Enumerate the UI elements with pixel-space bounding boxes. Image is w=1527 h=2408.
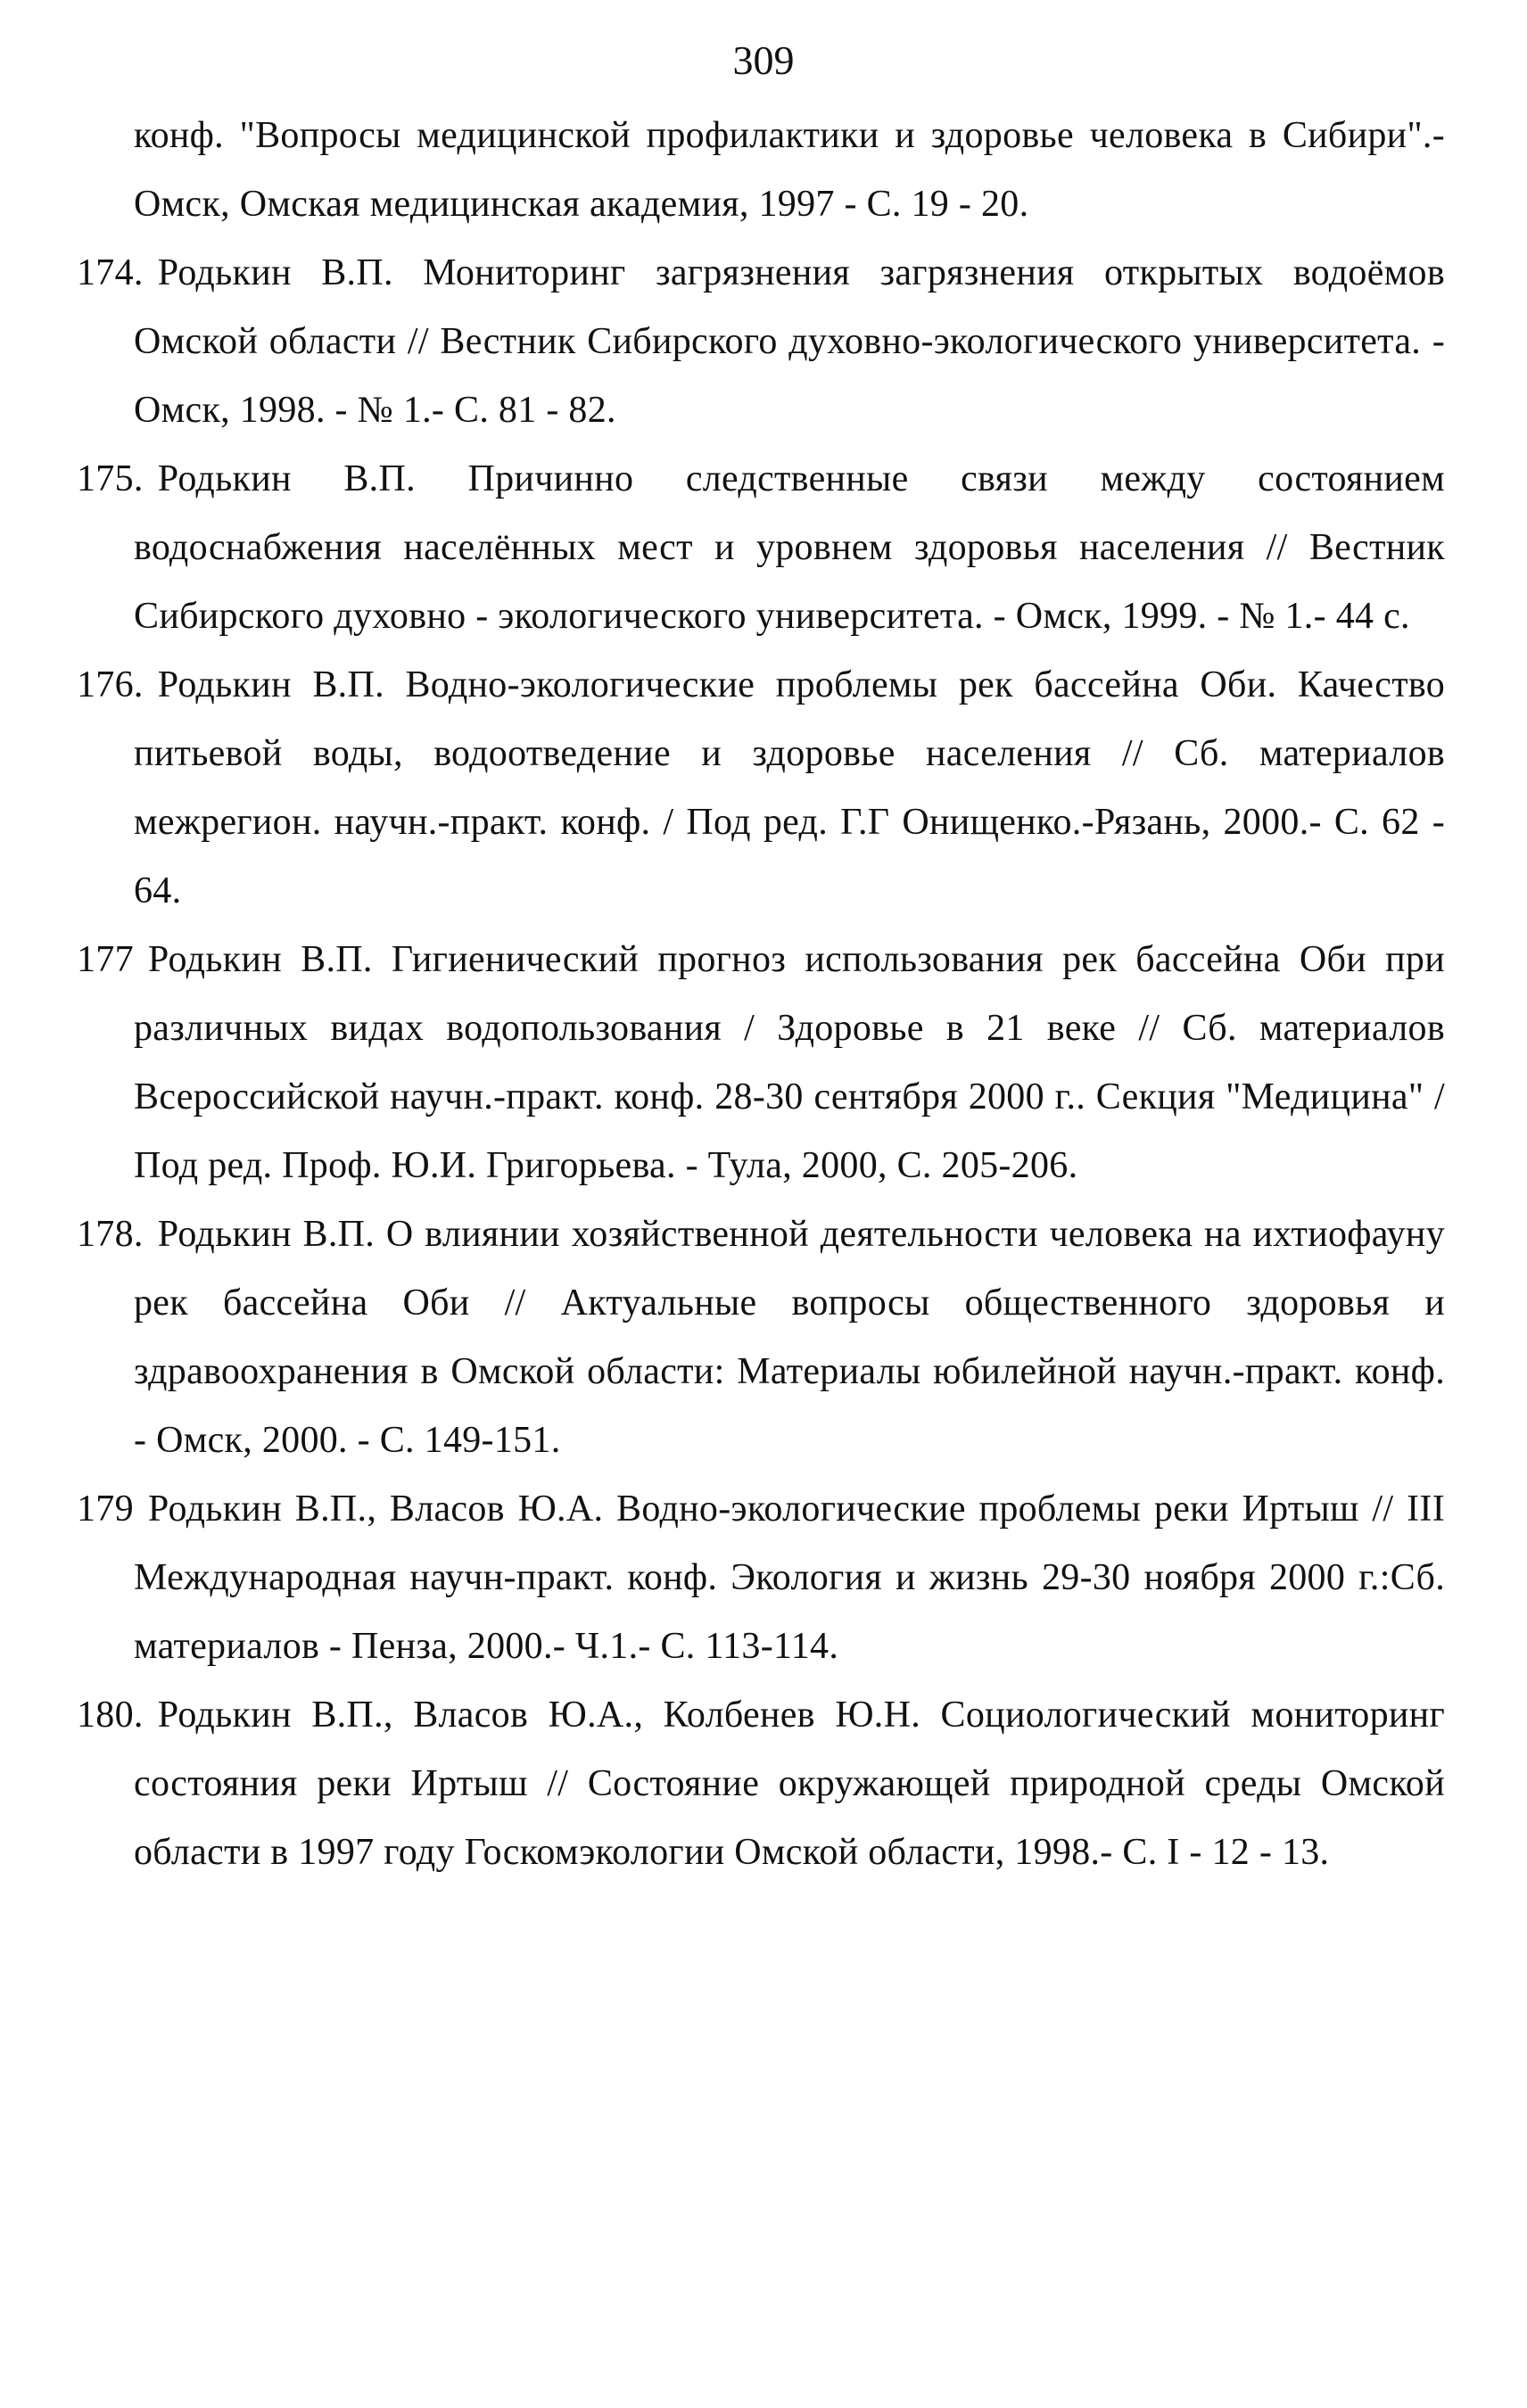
entry-text: Родькин В.П. Гигиенический прогноз использования рек бассейна Оби при различных видах водопользования / Здоровье в 21 веке // Сб. материалов Всероссийской научн.-практ. конф. 28-30 сентября 2000 г.. Секция "Медицина" / Под ред. Проф. Ю.И. Григорьева. - Тула, 2000, С. 205-206.	[134, 939, 1445, 1186]
bibliography-entry	[77, 445, 1445, 651]
bibliography-entry	[77, 1681, 1445, 1887]
entry-number: 177	[77, 939, 134, 980]
entry-number: 179	[77, 1489, 134, 1530]
entry-text: Родькин В.П. О влиянии хозяйственной деятельности человека на ихтиофауну рек бассейна Оби // Актуальные вопросы общественного здоровья и здравоохранения в Омской области: Материалы юбилейной научн.-практ. конф. - Омск, 2000. - С. 149-151.	[134, 1214, 1445, 1461]
bibliography-list	[77, 239, 1445, 1887]
entry-text: Родькин В.П., Власов Ю.А. Водно-экологические проблемы реки Иртыш // III Международная научн-практ. конф. Экология и жизнь 29-30 ноября 2000 г.:Сб. материалов - Пенза, 2000.- Ч.1.- С. 113-114.	[134, 1489, 1445, 1667]
entry-number: 174.	[77, 252, 144, 293]
continued-entry-text: конф. "Вопросы медицинской профилактики и здоровье человека в Сибири".- Омск, Омская медицинская академия, 1997 - С. 19 - 20.	[134, 115, 1445, 225]
bibliography-text	[77, 102, 1445, 1887]
entry-text: Родькин В.П., Власов Ю.А., Колбенев Ю.Н. Социологический мониторинг состояния реки Иртыш // Состояние окружающей природной среды Омской области в 1997 году Госкомэкологии Омской области, 1998.- С. I - 12 - 13.	[134, 1695, 1445, 1873]
page-number: 309	[732, 37, 795, 83]
bibliography-entry	[77, 1200, 1445, 1475]
bibliography-entry	[77, 651, 1445, 926]
entry-number: 175.	[77, 458, 144, 499]
entry-number: 180.	[77, 1695, 144, 1736]
entry-number: 176.	[77, 664, 144, 705]
entry-number: 178.	[77, 1214, 144, 1255]
bibliography-entry	[77, 239, 1445, 445]
entry-text: Родькин В.П. Водно-экологические проблемы рек бассейна Оби. Качество питьевой воды, водоотведение и здоровье населения // Сб. материалов межрегион. научн.-практ. конф. / Под ред. Г.Г Онищенко.-Рязань, 2000.- С. 62 - 64.	[134, 664, 1445, 911]
entry-text: Родькин В.П. Причинно следственные связи между состоянием водоснабжения населённых мест и уровнем здоровья населения // Вестник Сибирского духовно - экологического университета. - Омск, 1999. - № 1.- 44 с.	[134, 458, 1445, 637]
bibliography-entry	[77, 1475, 1445, 1681]
entry-text: Родькин В.П. Мониторинг загрязнения загрязнения открытых водоёмов Омской области // Вестник Сибирского духовно-экологического университета. - Омск, 1998. - № 1.- С. 81 - 82.	[134, 252, 1445, 431]
bibliography-entry	[77, 926, 1445, 1200]
